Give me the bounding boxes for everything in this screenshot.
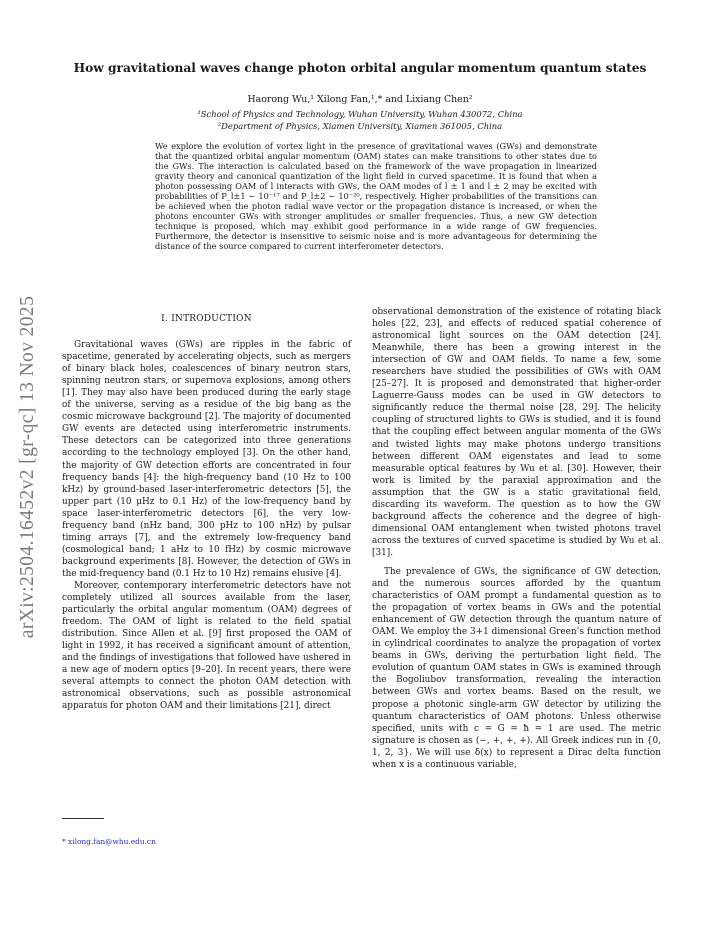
arxiv-identifier: arXiv:2504.16452v2 [gr-qc] 13 Nov 2025 [17,295,38,639]
arxiv-sidebar [4,262,52,672]
affiliation-2: ²Department of Physics, Xiamen University, Xiamen 361005, China [217,121,503,131]
paper-title: How gravitational waves change photon orbital angular momentum quantum states [73,61,647,75]
intro-paragraph-3: The prevalence of GWs, the significance of GW detection, and the numerous sources afforded by the quantum characteristics of OAM prompt a fundamental question as to the propagation of vortex beams in GWs and the potential enhancement of GW detection through the quantum nature of OAM. We employ the 3+1 dimensional Green’s function method in cylindrical coordinates to analyze the propagation of vortex beams in GWs, deriving the perturbation light field. The evolution of quantum OAM states in GWs is examined through the Bogoliubov transformation, revealing the interaction between GWs and vortex beams. Based on the result, we propose a photonic single-arm GW detector by utilizing the quantum characteristics of OAM photons. Unless otherwise specified, units with c = G = ħ = 1 are used. The metric signature is chosen as (−, +, +, +). All Greek indices run in {0, 1, 2, 3}. We will use δ(x) to represent a Dirac delta function when x is a continuous variable, [372,566,661,770]
intro-paragraph-2-continued: observational demonstration of the existence of rotating black holes [22, 23], and effects of reduced spatial coherence of astronomical light sources on the OAM detection [24]. Meanwhile, there has been a growing interest in the intersection of GW and OAM fields. To name a few, some researchers have studied the possibilities of GWs with OAM [25–27]. It is proposed and demonstrated that higher-order Laguerre-Gauss modes can be used in GW detectors to significantly reduce the thermal noise [28, 29]. The helicity coupling of structured lights to GWs is studied, and it is found that the coupling effect between angular momenta of the GWs and twisted lights may make photons undergo transitions between different OAM eigenstates and lead to some measurable optical features by Wu et al. [30]. However, their work is limited by the paraxial approximation and the assumption that the GW is a static gravitational field, discarding its waveform. The question as to how the GW background affects the coherence and the degree of high-dimensional OAM entanglement when twisted photons travel across the textures of curved spacetime is studied by Wu et al. [31]. [372,307,661,558]
right-column [372,306,661,771]
footnote-email[interactable]: * xilong.fan@whu.edu.cn [62,837,156,846]
abstract: We explore the evolution of vortex light in the presence of gravitational waves (GWs) and demonstrate that the quantized orbital angular momentum (OAM) states can make transitions to other states due to the GWs. The interaction is calculated based on the framework of the wave propagation in linearized gravity theory and canonical quantization of the light field in curved spacetime. It is found that when a photon possessing OAM of l interacts with GWs, the OAM modes of l ± 1 and l ± 2 may be excited with probabilities of P_l±1 ∼ 10⁻¹⁷ and P_l±2 ∼ 10⁻²⁰, respectively. Higher probabilities of the transitions can be achieved when the photon radial wave vector or the propagation distance is increased, or when the photons encounter GWs with stronger amplitudes or smaller frequencies. Thus, a new GW detection technique is proposed, which may exhibit good performance in a wide range of GW frequencies. Furthermore, the detector is insensitive to seismic noise and is more advantageous for determining the distance of the source compared to current interferometer detectors. [155,141,597,252]
intro-paragraph-2: Moreover, contemporary interferometric detectors have not completely utilized all sources available from the laser, particularly the orbital angular momentum (OAM) degrees of freedom. The OAM of light is related to the field spatial distribution. Since Allen et al. [9] first proposed the OAM of light in 1992, it has received a significant amount of attention, and the findings of investigations that followed have ushered in a new age of modern optics [9–20]. In recent years, there were several attempts to connect the photon OAM detection with astronomical observations, such as possible astronomical apparatus for photon OAM and their limitations [21], direct [62,580,351,712]
section-heading: I. INTRODUCTION [161,314,252,324]
footnote-rule [62,818,104,819]
affiliation-1: ¹School of Physics and Technology, Wuhan University, Wuhan 430072, China [197,109,523,119]
author-list: Haorong Wu,¹ Xilong Fan,¹,* and Lixiang Chen² [247,94,473,105]
left-column [62,313,351,713]
intro-paragraph-1: Gravitational waves (GWs) are ripples in the fabric of spacetime, generated by accelerating objects, such as mergers of binary black holes, coalescences of binary neutron stars, spinning neutron stars, or supernova explosions, among others [1]. They may also have been produced during the early stage of the universe, serving as a residue of the big bang as the cosmic microwave background [2]. The majority of documented GW events are detected using interferometric instruments. These detectors can be categorized into three generations according to the technology employed [3]. On the other hand, the majority of GW detection efforts are concentrated in four frequency bands [4]: the high-frequency band (10 Hz to 100 kHz) by ground-based laser-interferometric detectors [5], the upper part (10 μHz to 0.1 Hz) of the low-frequency band by space laser-interferometric detectors [6], the very low-frequency band (nHz band, 300 pHz to 100 nHz) by pulsar timing arrays [7], and the extremely low-frequency band (cosmological band; 1 aHz to 10 fHz) by cosmic microwave background experiments [8]. However, the detection of GWs in the mid-frequency band (0.1 Hz to 10 Hz) remains elusive [4]. [62,340,351,579]
